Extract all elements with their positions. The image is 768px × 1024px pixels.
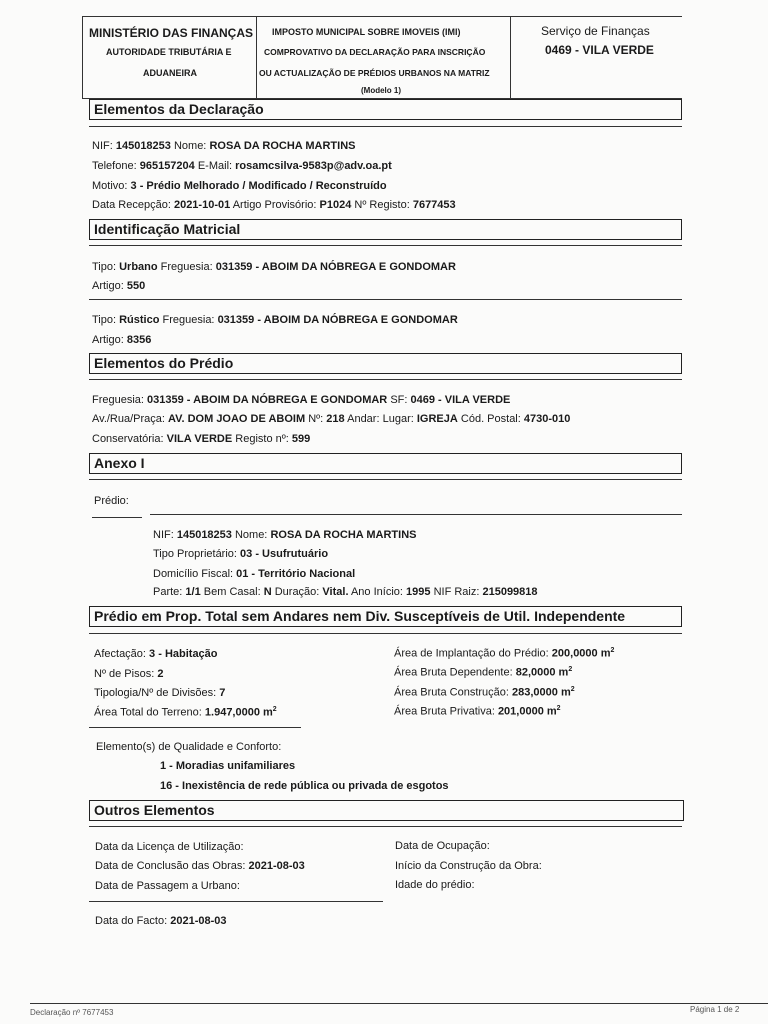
freguesia-value: 031359 - ABOIM DA NÓBREGA E GONDOMAR <box>147 394 388 406</box>
idade-label: Idade do prédio: <box>395 879 475 891</box>
sf-value: 0469 - VILA VERDE <box>410 394 511 406</box>
freguesia-label: Freguesia: <box>160 261 213 273</box>
artigo-value: 550 <box>126 280 146 292</box>
authority-line2: ADUANEIRA <box>143 68 197 78</box>
predio-label: Prédio: <box>94 495 129 507</box>
bem-casal-label: Bem Casal: <box>203 586 261 598</box>
numero-value: 218 <box>326 413 345 425</box>
email-value: rosamcsilva-9583p@adv.oa.pt <box>235 160 392 172</box>
registo-label: Nº Registo: <box>354 199 410 211</box>
telefone-label: Telefone: <box>92 160 137 172</box>
row-conservatoria <box>92 433 310 445</box>
freguesia-label: Freguesia: <box>92 394 144 406</box>
row-telefone-email <box>92 160 392 172</box>
freguesia-value: 031359 - ABOIM DA NÓBREGA E GONDOMAR <box>215 261 456 273</box>
area-terreno-label: Área Total do Terreno: <box>94 706 202 719</box>
registo-label: Registo nº: <box>235 433 289 445</box>
afectacao-label: Afectação: <box>94 648 146 660</box>
section-title: Prédio em Prop. Total sem Andares nem Div. Susceptíveis de Util. Independente <box>94 608 626 624</box>
parte-label: Parte: <box>153 586 183 598</box>
nif-label: NIF: <box>153 529 174 541</box>
passagem-label: Data de Passagem a Urbano: <box>95 880 240 892</box>
tax-title: IMPOSTO MUNICIPAL SOBRE IMOVEIS (IMI) <box>272 27 461 37</box>
area-implantacao-label: Área de Implantação do Prédio: <box>394 647 549 660</box>
artigo-label: Artigo: <box>92 334 124 346</box>
afectacao-value: 3 - Habitação <box>149 648 218 660</box>
artigo-provisorio-value: P1024 <box>319 199 352 211</box>
footer-page-number: Página 1 de 2 <box>690 1005 740 1014</box>
registo-value: 599 <box>291 433 311 445</box>
row-parte <box>153 586 538 598</box>
section-title: Elementos do Prédio <box>94 355 234 371</box>
row-area-terreno <box>94 706 277 719</box>
domicilio-label: Domicílio Fiscal: <box>153 568 234 580</box>
tipo-label: Tipo: <box>92 261 117 273</box>
nome-label: Nome: <box>234 529 268 541</box>
nif-raiz-value: 215099818 <box>482 586 538 598</box>
row-artigo-rustico <box>92 334 151 346</box>
square-unit: 2 <box>272 706 277 713</box>
square-unit: 2 <box>610 647 615 654</box>
qualidade-item-2: 16 - Inexistência de rede pública ou privada de esgotos <box>160 780 449 792</box>
row-domicilio <box>153 568 355 580</box>
area-privativa-value: 201,0000 m <box>497 705 557 718</box>
row-conclusao <box>95 860 305 872</box>
tipo-label: Tipo: <box>92 314 117 326</box>
row-artigo-urbano <box>92 280 145 292</box>
tipologia-label: Tipologia/Nº de Divisões: <box>94 687 217 699</box>
tipo-value: Rústico <box>119 314 160 326</box>
area-construcao-value: 283,0000 m <box>512 686 571 699</box>
inicio-construcao-label: Início da Construção da Obra: <box>395 860 542 872</box>
model-label: (Modelo 1) <box>361 86 401 95</box>
row-motivo <box>92 180 387 192</box>
row-tipo-proprietario <box>153 548 328 560</box>
row-afectacao <box>94 648 218 660</box>
nome-label: Nome: <box>173 140 207 152</box>
section-predio <box>89 353 682 374</box>
tipo-proprietario-value: 03 - Usufrutuário <box>240 548 329 560</box>
nif-raiz-label: NIF Raiz: <box>433 586 480 598</box>
ocupacao-label: Data de Ocupação: <box>395 840 490 852</box>
area-implantacao-value: 200,0000 m <box>551 647 611 660</box>
motivo-label: Motivo: <box>92 180 128 192</box>
nome-value: ROSA DA ROCHA MARTINS <box>209 140 356 152</box>
section-prop-total <box>89 606 682 627</box>
pisos-value: 2 <box>157 668 164 680</box>
telefone-value: 965157204 <box>139 160 195 172</box>
bem-casal-value: N <box>263 586 272 598</box>
licenca-label: Data da Licença de Utilização: <box>95 841 244 853</box>
conclusao-value: 2021-08-03 <box>248 860 305 872</box>
section-title: Outros Elementos <box>94 802 215 818</box>
domicilio-value: 01 - Território Nacional <box>236 568 356 580</box>
area-dependente-value: 82,0000 m <box>515 666 569 679</box>
section-declaracao <box>89 99 682 120</box>
duracao-value: Vital. <box>322 586 349 598</box>
conservatoria-value: VILA VERDE <box>166 433 233 445</box>
sf-label: SF: <box>390 394 408 406</box>
tax-subtitle-2: OU ACTUALIZAÇÃO DE PRÉDIOS URBANOS NA MATRIZ <box>259 68 490 78</box>
codigo-postal-value: 4730-010 <box>523 413 571 425</box>
tipologia-value: 7 <box>219 687 226 699</box>
area-construcao-label: Área Bruta Construção: <box>394 686 509 699</box>
authority-line1: AUTORIDADE TRIBUTÁRIA E <box>106 47 232 57</box>
row-data-recepcao <box>92 199 456 211</box>
row-facto <box>95 915 227 927</box>
nif-value: 145018253 <box>176 529 232 541</box>
conclusao-label: Data de Conclusão das Obras: <box>95 860 246 872</box>
rua-label: Av./Rua/Praça: <box>92 413 165 425</box>
artigo-provisorio-label: Artigo Provisório: <box>232 199 317 211</box>
area-privativa-label: Área Bruta Privativa: <box>394 705 495 718</box>
tax-subtitle-1: COMPROVATIVO DA DECLARAÇÃO PARA INSCRIÇÃO <box>264 47 486 57</box>
footer-declaration-number: Declaração nº 7677453 <box>30 1008 114 1017</box>
row-urbano <box>92 261 456 273</box>
section-title: Anexo I <box>94 455 145 471</box>
row-area-privativa <box>394 705 561 718</box>
square-unit: 2 <box>570 686 575 693</box>
section-title: Elementos da Declaração <box>94 101 264 117</box>
row-area-construcao <box>394 686 575 699</box>
service-label: Serviço de Finanças <box>541 24 650 38</box>
section-title: Identificação Matricial <box>94 221 241 237</box>
conservatoria-label: Conservatória: <box>92 433 164 445</box>
email-label: E-Mail: <box>197 160 233 172</box>
row-morada <box>92 413 570 425</box>
qualidade-label: Elemento(s) de Qualidade e Conforto: <box>96 741 282 753</box>
freguesia-value: 031359 - ABOIM DA NÓBREGA E GONDOMAR <box>217 314 458 326</box>
artigo-label: Artigo: <box>92 280 124 292</box>
duracao-label: Duração: <box>274 586 320 598</box>
andar-label: Andar: <box>347 413 380 425</box>
codigo-postal-label: Cód. Postal: <box>460 413 521 425</box>
qualidade-item-1: 1 - Moradias unifamiliares <box>160 760 296 772</box>
row-nif-nome <box>92 140 356 152</box>
lugar-label: Lugar: <box>382 413 414 425</box>
nif-value: 145018253 <box>115 140 171 152</box>
row-rustico <box>92 314 458 326</box>
row-area-implantacao <box>394 647 614 660</box>
numero-label: Nº: <box>308 413 324 425</box>
row-tipologia <box>94 687 225 699</box>
tipo-value: Urbano <box>119 261 158 273</box>
area-terreno-value: 1.947,0000 m <box>204 706 273 719</box>
service-value: 0469 - VILA VERDE <box>545 43 654 57</box>
row-anexo-nif <box>153 529 417 541</box>
ministry-name: MINISTÉRIO DAS FINANÇAS <box>89 26 254 40</box>
row-pisos <box>94 668 163 680</box>
artigo-value: 8356 <box>126 334 152 346</box>
data-recepcao-value: 2021-10-01 <box>173 199 231 211</box>
area-dependente-label: Área Bruta Dependente: <box>394 666 513 679</box>
square-unit: 2 <box>556 705 561 712</box>
nif-label: NIF: <box>92 140 113 152</box>
row-freguesia-sf <box>92 394 510 406</box>
row-area-dependente <box>394 666 572 679</box>
motivo-value: 3 - Prédio Melhorado / Modificado / Reconstruído <box>130 180 387 192</box>
lugar-value: IGREJA <box>416 413 458 425</box>
parte-value: 1/1 <box>185 586 201 598</box>
section-outros <box>89 800 684 821</box>
nome-value: ROSA DA ROCHA MARTINS <box>270 529 417 541</box>
rua-value: AV. DOM JOAO DE ABOIM <box>168 413 306 425</box>
registo-value: 7677453 <box>412 199 456 211</box>
freguesia-label: Freguesia: <box>162 314 215 326</box>
facto-value: 2021-08-03 <box>170 915 227 927</box>
square-unit: 2 <box>568 666 573 673</box>
ano-inicio-value: 1995 <box>406 586 431 598</box>
ano-inicio-label: Ano Início: <box>350 586 403 598</box>
tipo-proprietario-label: Tipo Proprietário: <box>153 548 237 560</box>
section-anexo <box>89 453 682 474</box>
section-matricial <box>89 219 682 240</box>
facto-label: Data do Facto: <box>95 915 168 927</box>
data-recepcao-label: Data Recepção: <box>92 199 171 211</box>
pisos-label: Nº de Pisos: <box>94 668 155 680</box>
